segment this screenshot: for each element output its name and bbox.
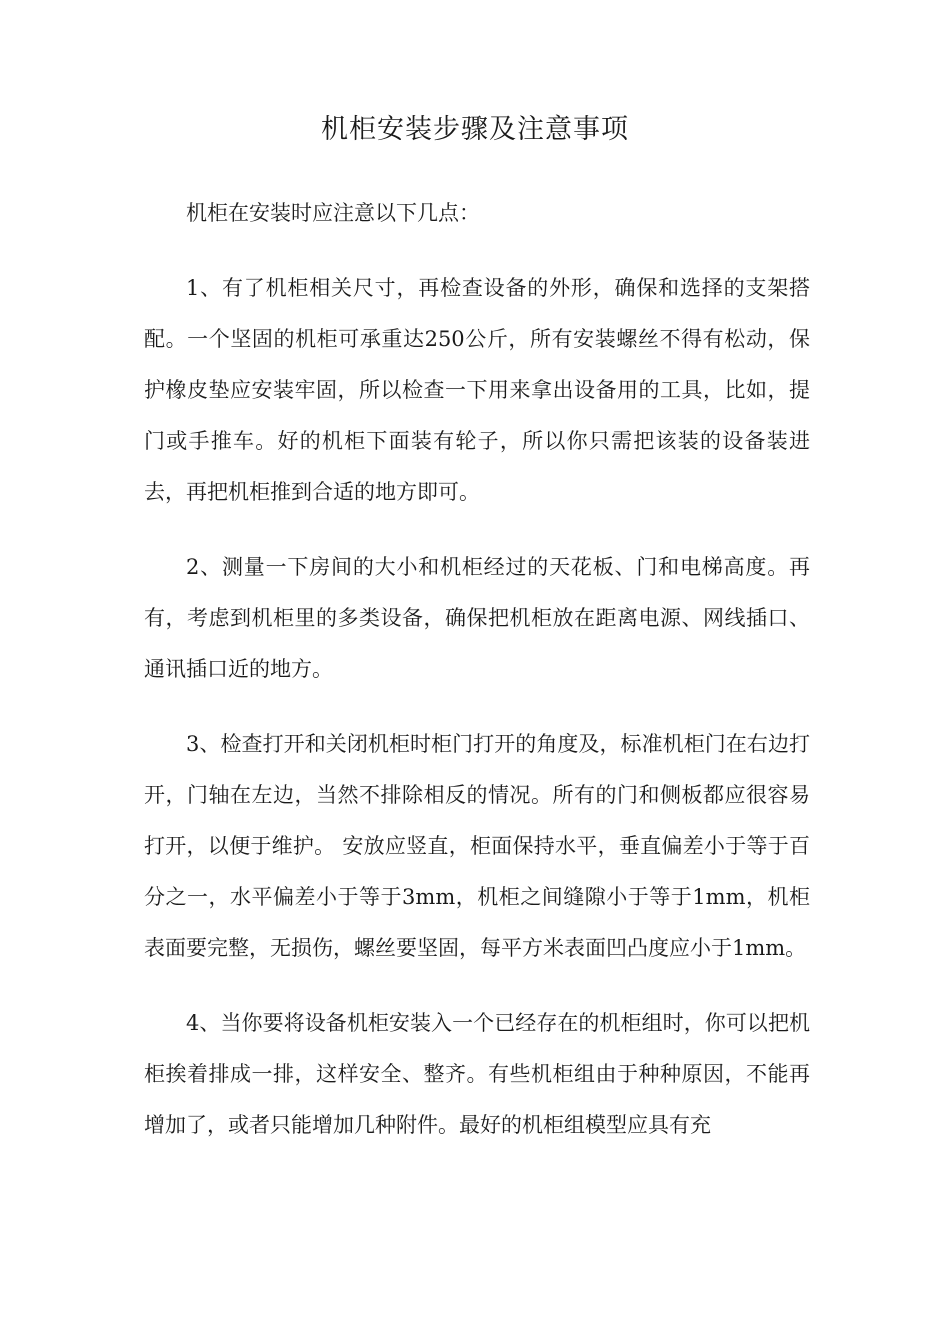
- paragraph-point-1: 1、有了机柜相关尺寸，再检查设备的外形，确保和选择的支架搭配。一个坚固的机柜可承重达250公斤，所有安装螺丝不得有松动，保护橡皮垫应安装牢固，所以检查一下用来拿出设备用的工具，比如，提门或手推车。好的机柜下面装有轮子，所以你只需把该装的设备装进去，再把机柜推到合适的地方即可。: [144, 276, 810, 504]
- document-body: [144, 188, 810, 1175]
- paragraph-point-4: 4、当你要将设备机柜安装入一个已经存在的机柜组时，你可以把机柜挨着排成一排，这样安全、整齐。有些机柜组由于种种原因，不能再增加了，或者只能增加几种附件。最好的机柜组模型应具有充: [144, 1011, 810, 1137]
- paragraph-point-2: 2、测量一下房间的大小和机柜经过的天花板、门和电梯高度。再有，考虑到机柜里的多类设备，确保把机柜放在距离电源、网线插口、通讯插口近的地方。: [144, 555, 810, 681]
- paragraph-intro: 机柜在安装时应注意以下几点：: [186, 201, 480, 225]
- paragraph-point-3: 3、检查打开和关闭机柜时柜门打开的角度及，标准机柜门在右边打开，门轴在左边，当然不排除相反的情况。所有的门和侧板都应很容易打开，以便于维护。 安放应竖直，柜面保持水平，垂直偏差小于等于百分之一，水平偏差小于等于3mm，机柜之间缝隙小于等于1mm，机柜表面要完整，无损伤，螺丝要坚固，每平方米表面凹凸度应小于1mm。: [144, 732, 810, 960]
- document-title: 机柜安装步骤及注意事项: [321, 114, 629, 145]
